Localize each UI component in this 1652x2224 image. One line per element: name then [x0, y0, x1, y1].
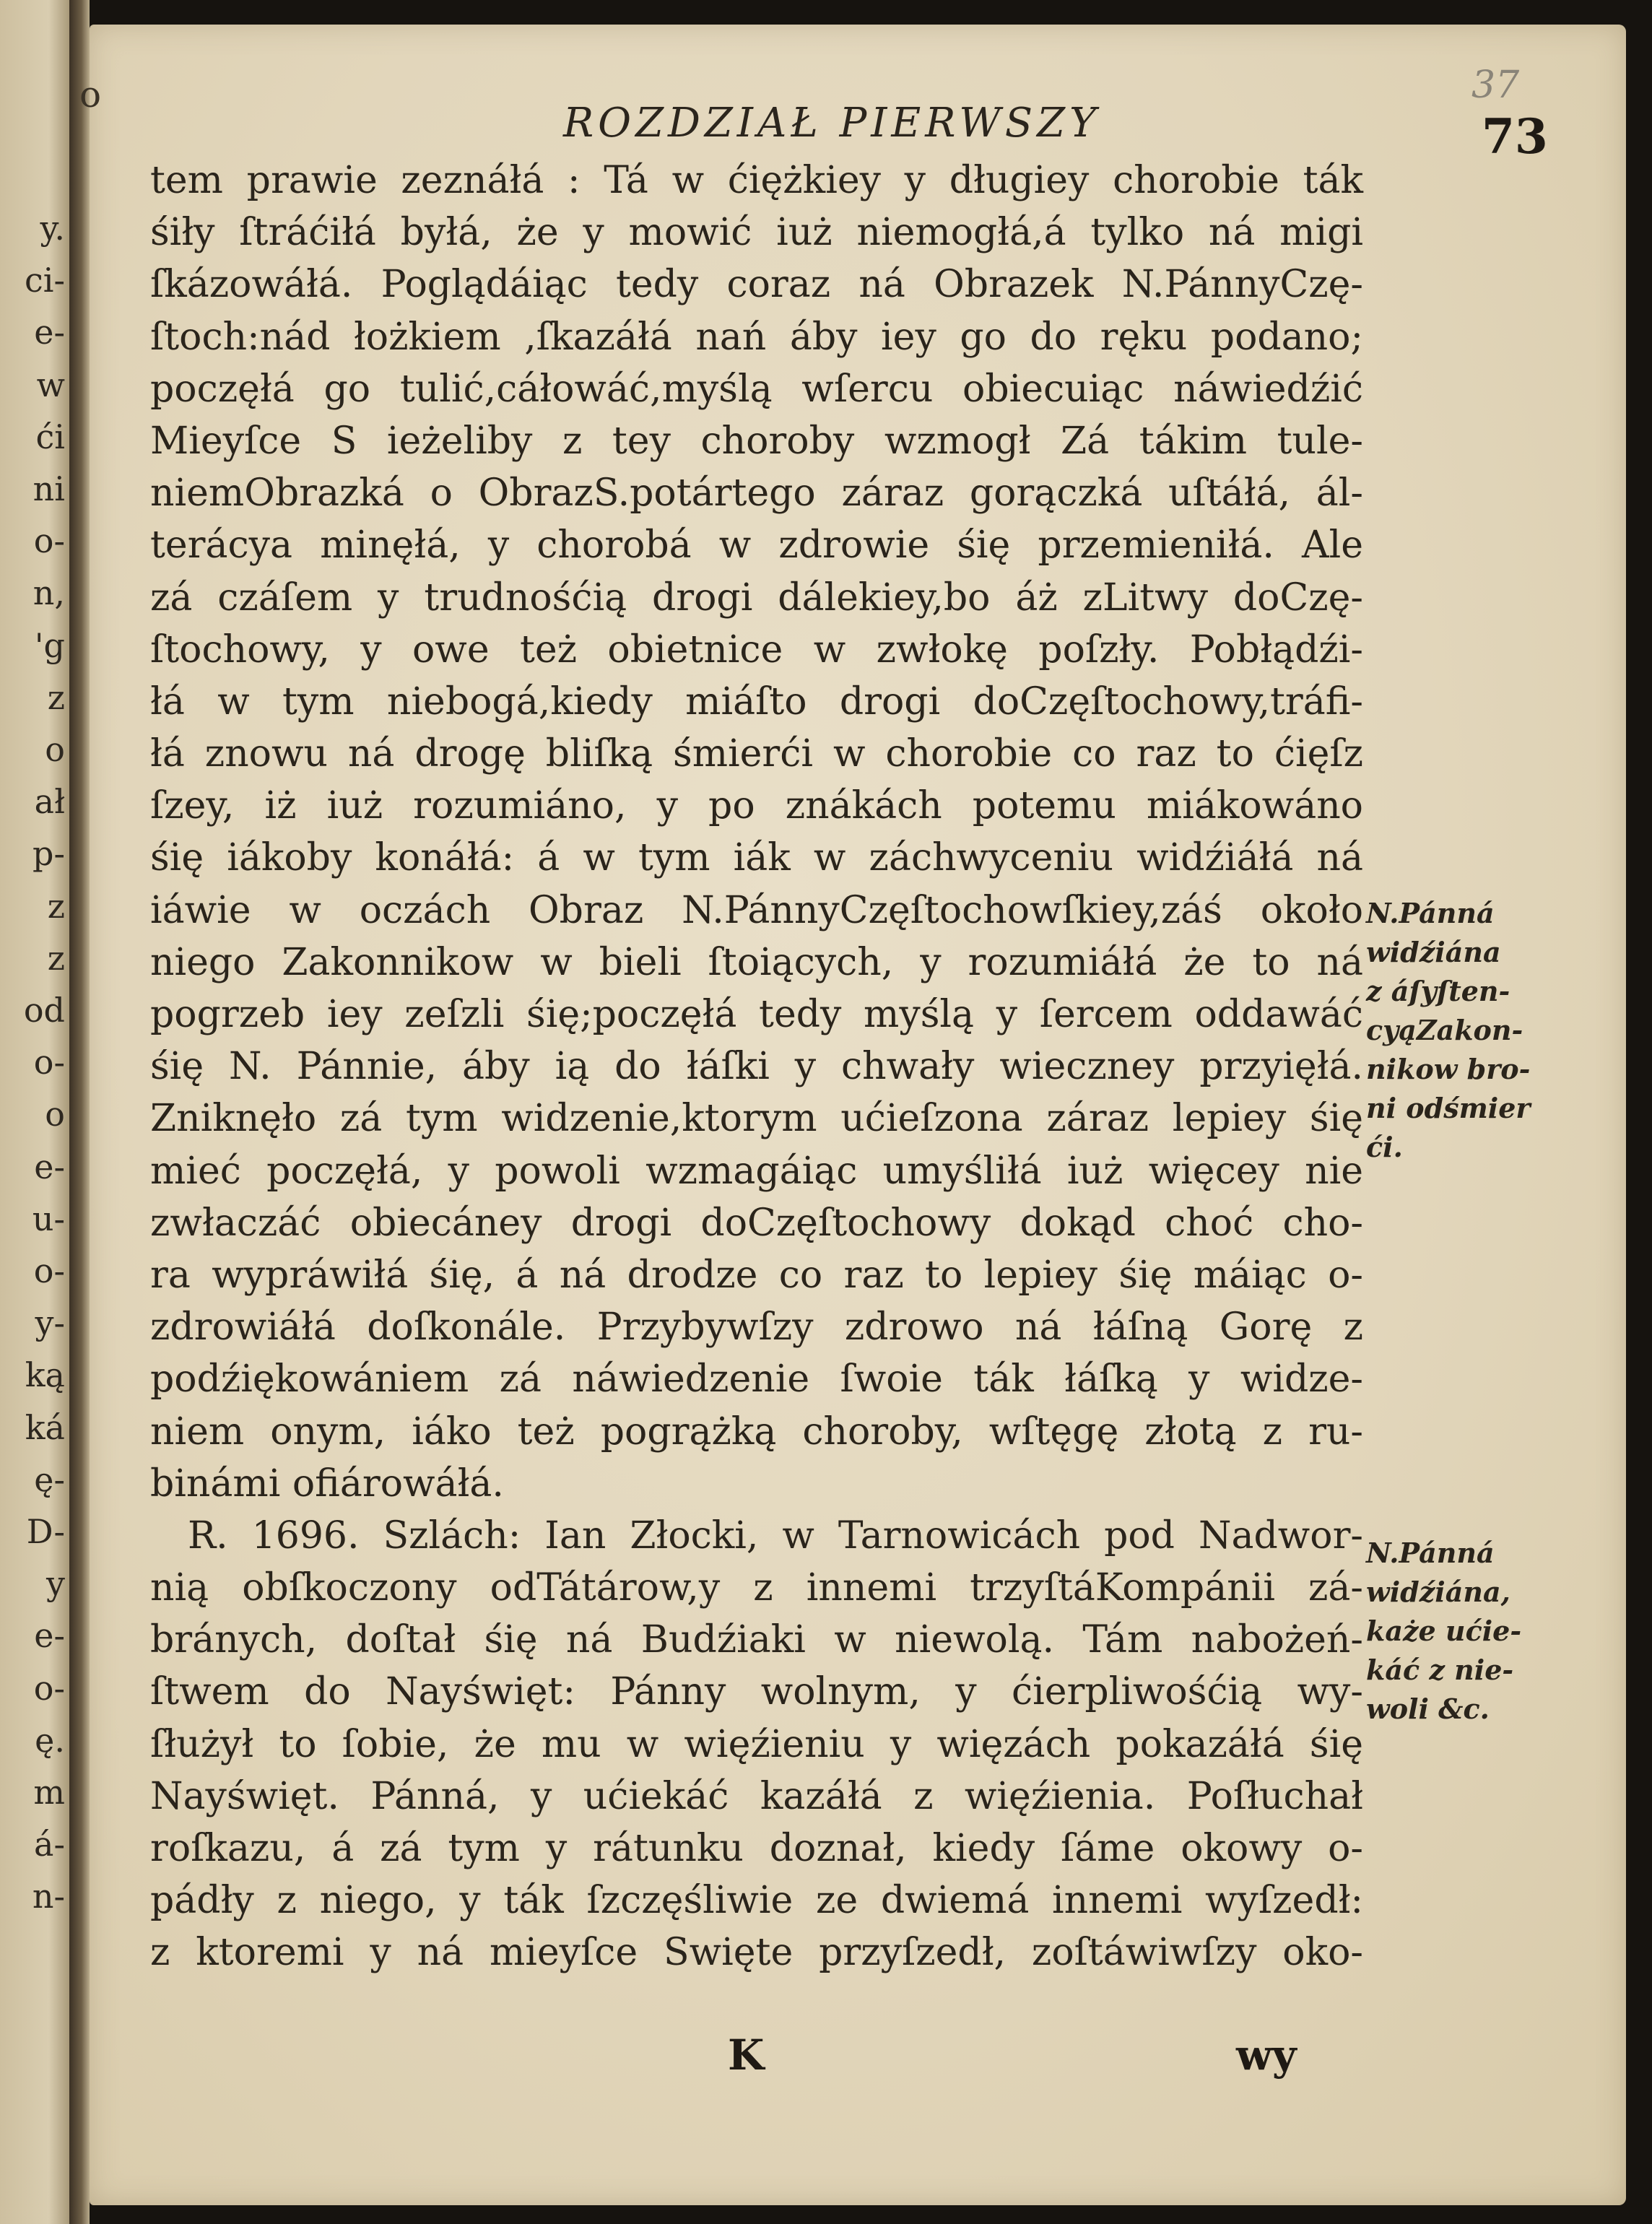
body-text [150, 155, 1363, 1979]
margin-note-line: káć z nie- [1366, 1654, 1514, 1686]
text-line: mieć poczęłá, y powoli wzmagáiąc umyśliłá iuż więcey nie [150, 1149, 1363, 1193]
margin-note-line: woli &c. [1366, 1693, 1490, 1725]
text-line: roſkazu, á zá tym y rátunku doznał, kiedy ſáme okowy o- [150, 1827, 1363, 1870]
facing-page-fragment: u- [32, 1199, 65, 1238]
book-gutter [69, 0, 90, 2224]
text-line: zwłaczáć obiecáney drogi doCzęſtochowy dokąd choć cho- [150, 1201, 1363, 1245]
facing-page-fragment: o- [33, 521, 65, 561]
facing-page-fragment: m [33, 1773, 65, 1812]
signature-mark: K [728, 2030, 765, 2080]
text-line: ſzey, iż iuż rozumiáno, y po znákách potemu miákowáno [150, 784, 1363, 828]
facing-page-fragment: o- [33, 1251, 65, 1290]
text-line: binámi ofiárowáłá. [150, 1461, 504, 1506]
facing-page-fragment: ci- [24, 261, 65, 300]
facing-page-fragment: n- [32, 1877, 65, 1916]
text-line: śię iákoby konáłá: á w tym iák w záchwyceniu widźiáłá ná [150, 836, 1363, 880]
facing-page-fragment: D- [26, 1512, 65, 1551]
facing-page-fragment: á- [34, 1825, 65, 1864]
text-line: bránych, doſtał śię ná Budźiaki w niewolą. Tám nabożeń- [150, 1618, 1363, 1662]
facing-page-fragment: o [45, 1095, 65, 1134]
text-line: Zniknęło zá tym widzenie,ktorym ućieſzona záraz lepiey śię [150, 1097, 1363, 1141]
facing-page-fragment: ni [32, 469, 65, 508]
margin-note-line: każe ućie- [1366, 1615, 1522, 1647]
text-line: łá znowu ná drogę bliſką śmierći w chorobie co raz to ćięſz [150, 732, 1363, 776]
margin-note-line: widźiána [1366, 936, 1501, 968]
facing-page-fragment: ę- [34, 1459, 65, 1499]
facing-page-fragment: 'g [34, 625, 65, 665]
text-line: niego Zakonnikow w bieli ſtoiących, y rozumiáłá że to ná [150, 940, 1363, 984]
text-line: ſłużył to ſobie, że mu w więźieniu y więzách pokazáłá śię [150, 1722, 1363, 1766]
facing-page-fragment: e- [34, 1147, 65, 1186]
corner-mark: o [79, 74, 102, 116]
text-line: Mieyſce S ieżeliby z tey choroby wzmogł Zá tákim tule- [150, 419, 1363, 463]
facing-page-fragment: o [45, 730, 65, 769]
text-line: R. 1696. Szlách: Ian Złocki, w Tarnowicách pod Nadwor- [188, 1513, 1363, 1558]
margin-note-line: cyąZakon- [1366, 1014, 1523, 1046]
margin-note-line: ći. [1366, 1131, 1403, 1163]
facing-page-fragment: o- [33, 1668, 65, 1708]
facing-page-fragment: n, [32, 573, 65, 613]
facing-page-fragment: z [47, 938, 65, 978]
facing-page-strip [0, 0, 69, 2224]
margin-note-line: ni odśmier [1366, 1092, 1531, 1124]
text-line: łá w tym niebogá,kiedy miáſto drogi doCzęſtochowy,tráfi- [150, 679, 1363, 724]
text-line: śiły ſtráćiłá byłá, że y mowić iuż niemogłá,á tylko ná migi [150, 211, 1363, 255]
text-line: zá czáſem y trudnośćią drogi dálekiey,bo áż zLitwy doCzę- [150, 575, 1363, 620]
facing-page-fragment: ći [35, 417, 65, 456]
text-line: ra wypráwiłá śię, á ná drodze co raz to lepiey śię máiąc o- [150, 1253, 1363, 1297]
facing-page-fragment: z [47, 886, 65, 926]
facing-page-fragment: e- [34, 313, 65, 352]
facing-page-fragment: p- [32, 834, 65, 874]
text-line: zdrowiáłá doſkonále. Przybywſzy zdrowo ná łáſną Gorę z [150, 1306, 1363, 1350]
text-line: śię N. Pánnie, áby ią do łáſki y chwały wieczney przyięłá. [150, 1045, 1363, 1089]
margin-note-line: z áſyſten- [1366, 975, 1510, 1007]
margin-note-line: N.Pánná [1366, 897, 1495, 929]
margin-note-line: widźiána, [1366, 1576, 1510, 1608]
text-line: ſkázowáłá. Poglądáiąc tedy coraz ná Obrazek N.PánnyCzę- [150, 263, 1363, 307]
catchword: wy [1236, 2030, 1297, 2080]
text-line: Nayświęt. Pánná, y ućiekáć kazáłá z więźienia. Poſłuchał [150, 1774, 1363, 1818]
margin-note [1366, 1534, 1539, 1729]
text-line: niemObrazká o ObrazS.potártego záraz gorączká uſtáłá, ál- [150, 472, 1363, 516]
margin-note [1366, 894, 1539, 1167]
margin-note-line: nikow bro- [1366, 1053, 1531, 1085]
facing-page-fragment: ę. [35, 1720, 65, 1760]
facing-page-fragment: ał [34, 782, 65, 822]
margin-note-line: N.Pánná [1366, 1537, 1495, 1569]
text-line: ſtoch:nád łożkiem ,ſkazáłá nań áby iey go do ręku podano; [150, 315, 1363, 359]
text-line: z ktoremi y ná mieyſce Swięte przyſzedł, zoſtáwiwſzy oko- [150, 1931, 1363, 1975]
facing-page-fragment: od [23, 991, 65, 1030]
text-line: ſtochowy, y owe też obietnice w zwłokę poſzły. Pobłądźi- [150, 627, 1363, 672]
text-line: poczęłá go tulić,cáłowáć,myślą wſercu obiecuiąc náwiedźić [150, 367, 1363, 411]
facing-page-fragment: w [36, 365, 65, 404]
text-line: tem prawie zeznáłá : Tá w ćiężkiey y długiey chorobie ták [150, 159, 1363, 202]
facing-page-fragment: ką [25, 1355, 65, 1395]
facing-page-fragment: y [46, 1564, 65, 1604]
text-line: terácya minęłá, y chorobá w zdrowie śię przemieniłá. Ale [150, 524, 1363, 568]
folio-note: 37 [1471, 64, 1520, 107]
text-line: nią obſkoczony odTátárow,y z innemi trzyſtáKompánii zá- [150, 1566, 1363, 1610]
text-line: pogrzeb iey zeſzli śię;poczęłá tedy myślą y ſercem oddawáć [150, 993, 1363, 1036]
facing-page-fragment: y. [40, 209, 65, 248]
text-line: iáwie w oczách Obraz N.PánnyCzęſtochowſkiey,záś około [150, 888, 1363, 932]
facing-page-fragment: o- [33, 1043, 65, 1082]
text-line: ſtwem do Nayświęt: Pánny wolnym, y ćierpliwośćią wy- [150, 1670, 1363, 1714]
facing-page-fragment: ká [25, 1407, 65, 1447]
text-line: podźiękowániem zá náwiedzenie ſwoie ták łáſką y widze- [150, 1358, 1363, 1402]
facing-page-fragment: y- [35, 1303, 65, 1343]
text-line: niem onym, iáko też pogrążką choroby, wſtęgę złotą z ru- [150, 1409, 1363, 1454]
running-head: ROZDZIAŁ PIERWSZY [563, 100, 1101, 147]
facing-page-fragment: e- [34, 1616, 65, 1656]
text-line: pádły z niego, y ták ſzczęśliwie ze dwiemá innemi wyſzedł: [150, 1879, 1363, 1923]
page-number: 73 [1482, 108, 1548, 165]
facing-page-fragment: z [47, 677, 65, 717]
